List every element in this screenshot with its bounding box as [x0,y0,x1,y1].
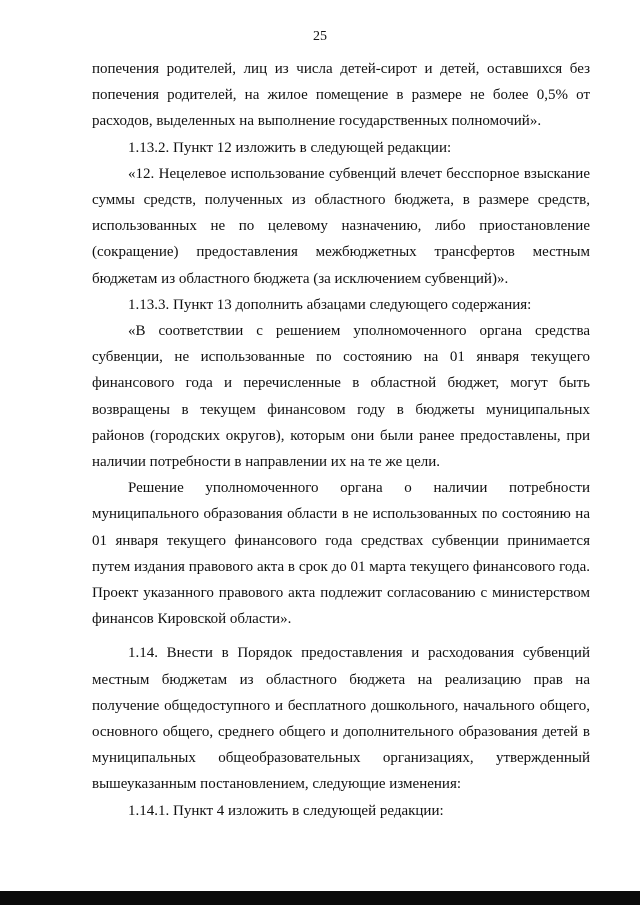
paragraph-continuation: попечения родителей, лиц из числа детей-сирот и детей, оставшихся без попечения родителей, на жилое помещение в размере не более 0,5% от расходов, выделенных на выполнение государственных полномочий». [92,61,590,130]
page-number: 25 [313,29,327,44]
scan-border-bar [0,891,640,905]
paragraph-clause-13-b: Решение уполномоченного органа о наличии потребности муниципального образования области в не использованных по состоянию на 01 января текущего финансового года средствах субвенции принимается путем издания правового акта в срок до 01 марта текущего финансового года. Проект указанного правового акта подлежит согласованию с министерством финансов Кировской области». [92,480,590,628]
paragraph-1-14: 1.14. Внести в Порядок предоставления и расходования субвенций местным бюджетам из областного бюджета на реализацию прав на получение общедоступного и бесплатного дошкольного, начального общего, основного общего, среднего общего и дополнительного образования детей в муниципальных общеобразовательных организациях, утвержденный вышеуказанным постановлением, следующие изменения: [92,645,590,793]
document-body [92,56,590,824]
paragraph-clause-12: «12. Нецелевое использование субвенций влечет бесспорное взыскание суммы средств, полученных из областного бюджета, в размере средств, использованных не по целевому назначению, либо приостановление (сокращение) предоставления межбюджетных трансфертов местным бюджетам из областного бюджета (за исключением субвенций)». [92,165,590,287]
paragraph-1-13-3: 1.13.3. Пункт 13 дополнить абзацами следующего содержания: [128,296,532,313]
paragraph-1-14-1: 1.14.1. Пункт 4 изложить в следующей редакции: [128,802,444,819]
paragraph-1-13-2: 1.13.2. Пункт 12 изложить в следующей редакции: [128,139,452,156]
paragraph-clause-13-a: «В соответствии с решением уполномоченного органа средства субвенции, не использованные по состоянию на 01 января текущего финансового года и перечисленные в областной бюджет, могут быть возвращены в текущем финансовом году в бюджеты муниципальных районов (городских округов), которым они были ранее предоставлены, при наличии потребности в направлении их на те же цели. [92,323,590,471]
